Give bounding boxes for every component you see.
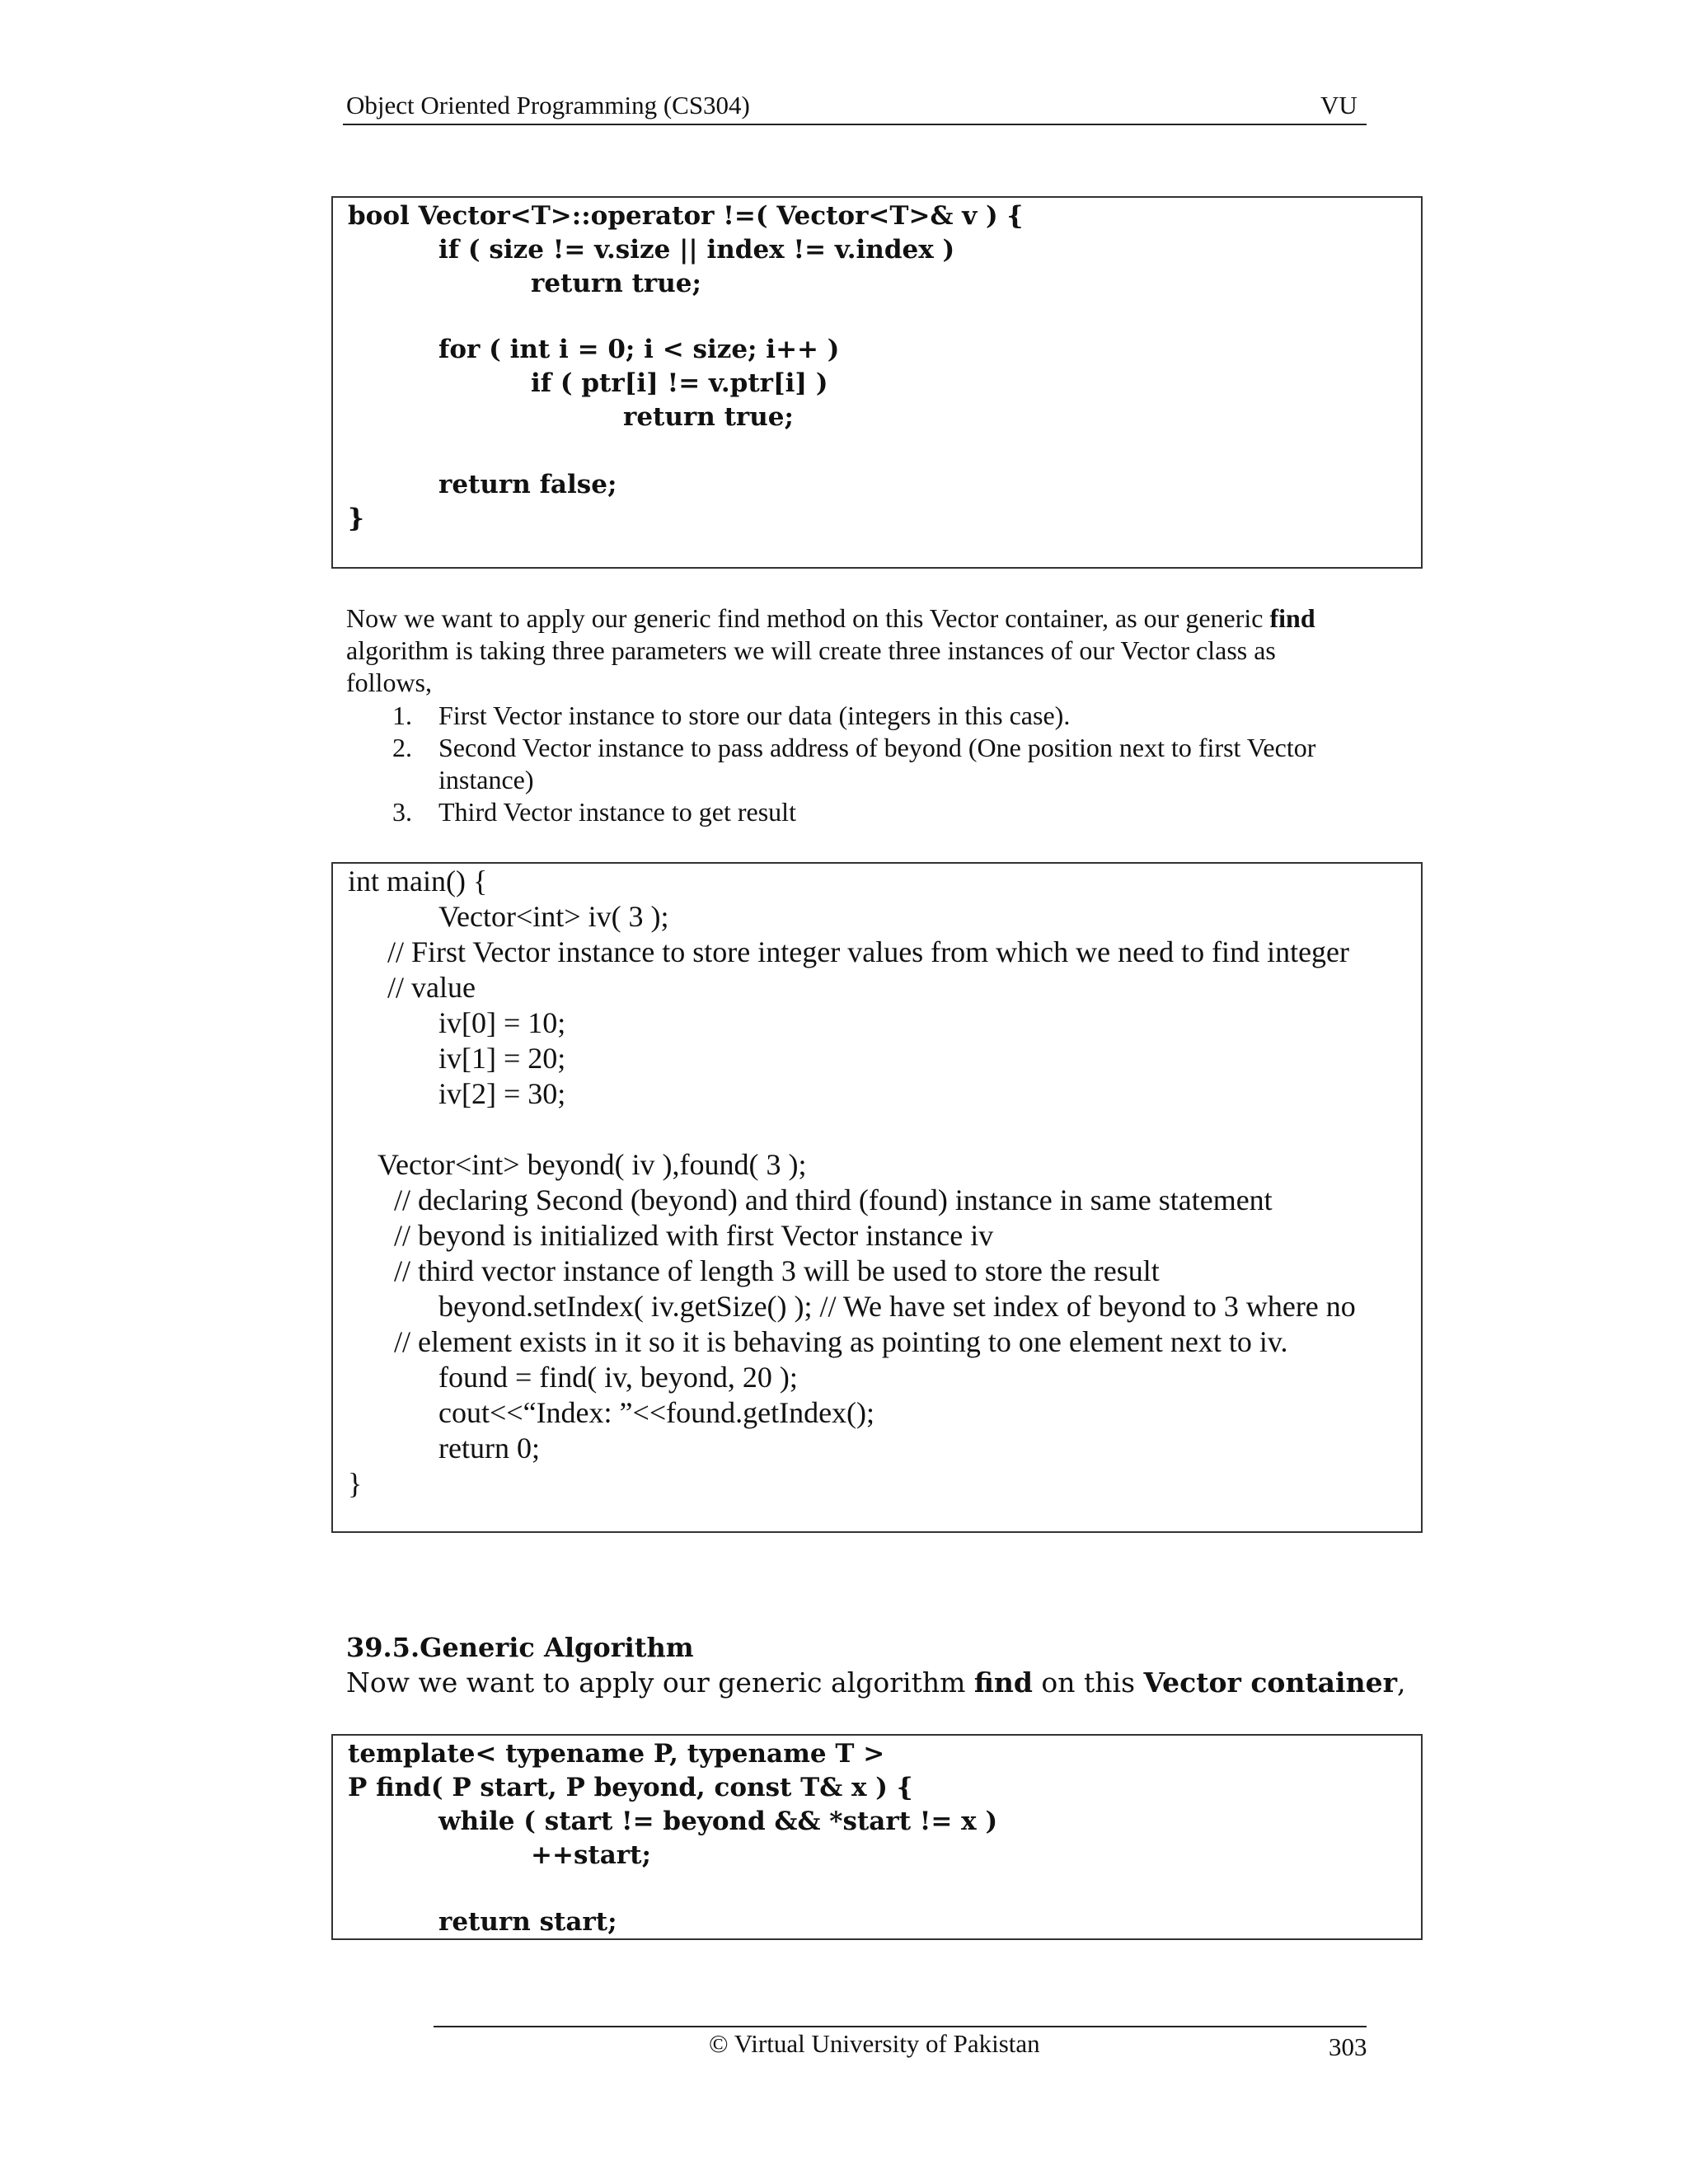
code-block-find-template [331, 1734, 1423, 1940]
intro-text: Now we want to apply our generic find method on this Vector container, as our generic [346, 603, 1270, 633]
code-line: } [348, 1467, 363, 1500]
code-line: P find( P start, P beyond, const T& x ) { [348, 1773, 913, 1802]
list-item: Second Vector instance to pass address of beyond (One position next to first Vector [438, 733, 1316, 762]
section-intro [346, 1666, 1405, 1699]
code-line: return true; [623, 402, 794, 432]
code-line: } [348, 504, 364, 533]
section-intro-text: on this [1032, 1666, 1144, 1699]
footer-copyright: © Virtual University of Pakistan [709, 2029, 1040, 2058]
list-item: Third Vector instance to get result [438, 797, 796, 827]
section-intro-keyword: find [973, 1666, 1033, 1699]
code-comment: // First Vector instance to store integer values from which we need to find integer [387, 935, 1350, 968]
code-line: found = find( iv, beyond, 20 ); [438, 1361, 798, 1394]
section-heading: 39.5.Generic Algorithm [346, 1632, 694, 1663]
section-intro-text: Now we want to apply our generic algorithm [346, 1666, 974, 1699]
code-line: beyond.setIndex( iv.getSize() ); // We have set index of beyond to 3 where no [438, 1290, 1356, 1323]
code-comment: // third vector instance of length 3 will be used to store the result [394, 1254, 1160, 1287]
code-line: iv[2] = 30; [438, 1077, 566, 1110]
section-intro-keyword: Vector container [1143, 1666, 1397, 1699]
running-header-course: Object Oriented Programming (CS304) [346, 91, 750, 120]
list-item: First Vector instance to store our data (integers in this case). [438, 701, 1071, 730]
footer-rule [434, 2026, 1367, 2027]
code-line: return false; [438, 470, 617, 499]
list-number: 2. [392, 733, 412, 762]
code-line: Vector<int> beyond( iv ),found( 3 ); [377, 1148, 807, 1181]
header-rule [343, 124, 1367, 125]
code-comment: // beyond is initialized with first Vector instance iv [394, 1219, 994, 1252]
code-line: iv[0] = 10; [438, 1006, 566, 1039]
code-comment: // value [387, 971, 476, 1004]
code-block-main [331, 862, 1423, 1533]
code-line: return start; [438, 1907, 617, 1937]
intro-paragraph-line: follows, [346, 668, 432, 697]
code-line: ++start; [531, 1840, 651, 1870]
intro-keyword-find: find [1269, 603, 1315, 633]
list-number: 3. [392, 797, 412, 827]
code-line: while ( start != beyond && *start != x ) [438, 1807, 998, 1836]
code-line: iv[1] = 20; [438, 1042, 566, 1075]
code-line: return 0; [438, 1432, 540, 1465]
intro-paragraph-line: algorithm is taking three parameters we will create three instances of our Vector class as [346, 635, 1276, 665]
intro-paragraph-line [346, 603, 1315, 634]
code-line: return true; [531, 269, 701, 298]
code-line: for ( int i = 0; i < size; i++ ) [438, 335, 840, 364]
list-number: 1. [392, 701, 412, 730]
code-line: int main() { [348, 865, 488, 898]
code-line: template< typename P, typename T > [348, 1739, 885, 1769]
code-line: Vector<int> iv( 3 ); [438, 900, 669, 933]
running-header-institution: VU [1320, 91, 1357, 120]
code-comment: // element exists in it so it is behaving as pointing to one element next to iv. [394, 1325, 1288, 1358]
page-number: 303 [1329, 2032, 1367, 2061]
list-item-continuation: instance) [438, 765, 534, 794]
code-line: cout<<“Index: ”<<found.getIndex(); [438, 1396, 875, 1429]
code-comment: // declaring Second (beyond) and third (found) instance in same statement [394, 1183, 1273, 1216]
code-line: if ( ptr[i] != v.ptr[i] ) [531, 368, 828, 398]
section-intro-text: , [1396, 1666, 1406, 1699]
code-block-operator-not-equal [331, 196, 1423, 569]
code-line: if ( size != v.size || index != v.index ) [438, 235, 955, 265]
code-line: bool Vector<T>::operator !=( Vector<T>& v ) { [348, 201, 1024, 231]
